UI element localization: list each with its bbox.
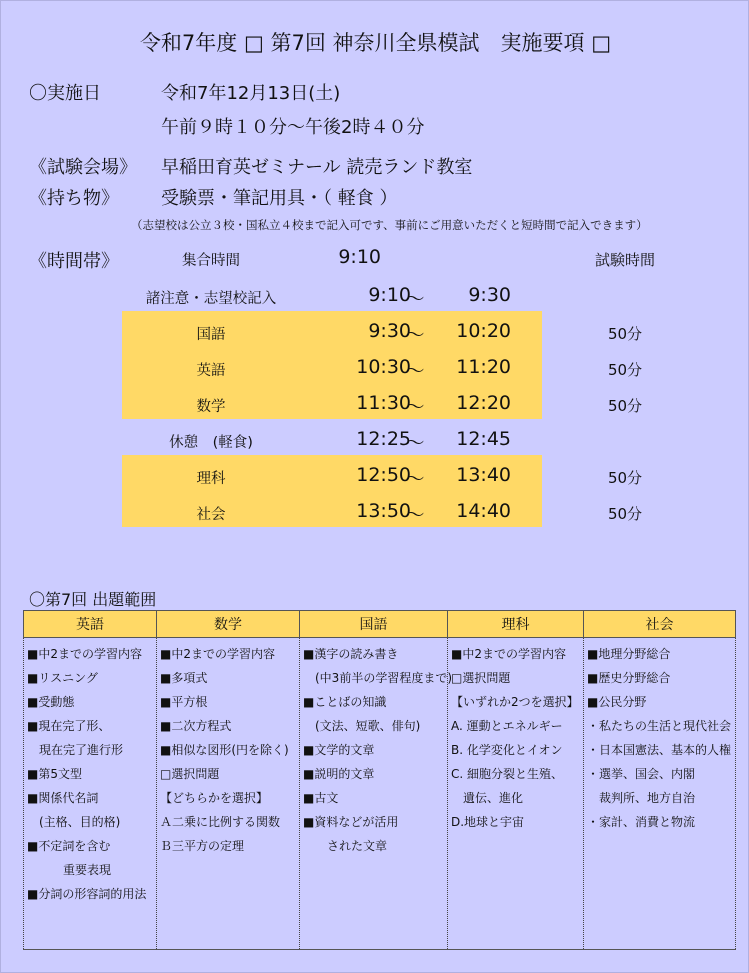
schedule-row-tilde: ～: [405, 504, 425, 526]
range-item: 【どちらかを選択】: [160, 791, 269, 805]
schedule-row-end: 9:30: [468, 284, 511, 306]
range-item: 裁判所、地方自治: [587, 791, 696, 805]
schedule-row-end: 13:40: [456, 464, 511, 486]
range-item: された文章: [303, 839, 388, 853]
range-item: ■中2までの学習内容: [451, 647, 566, 661]
range-item: □選択問題: [160, 767, 220, 781]
schedule-row-name: 休憩 (軽食): [169, 435, 253, 451]
range-item: ■相似な図形(円を除く): [160, 743, 289, 757]
range-item: ■公民分野: [587, 695, 647, 709]
range-item: ■漢字の読み書き: [303, 647, 399, 661]
schedule-label: 《時間帯》: [29, 251, 119, 272]
schedule-row-name: 国語: [196, 327, 226, 343]
schedule-row-tilde: ～: [405, 288, 425, 310]
range-item: 遺伝、進化: [451, 791, 524, 805]
range-header: 数学: [157, 611, 300, 638]
range-header: 理科: [448, 611, 584, 638]
schedule-row-tilde: ～: [405, 360, 425, 382]
range-item: 【いずれか2つを選択】: [451, 695, 579, 709]
schedule-row-start: 10:30: [356, 356, 411, 378]
range-column: [448, 638, 584, 950]
schedule-row-minutes: 50分: [607, 505, 643, 523]
schedule-row-name: 諸注意・志望校記入: [145, 291, 277, 307]
range-item: ・選挙、国会、内閣: [587, 767, 696, 781]
range-item: Ｂ三平方の定理: [160, 839, 245, 853]
range-header: 国語: [300, 611, 448, 638]
schedule-row-start: 12:50: [356, 464, 411, 486]
range-item: ■リスニング: [27, 671, 98, 685]
range-item: □選択問題: [451, 671, 511, 685]
range-header: 英語: [24, 611, 157, 638]
range-item: (文法、短歌、俳句): [303, 719, 421, 733]
range-item: ■平方根: [160, 695, 208, 709]
page-title: 令和7年度 □ 第7回 神奈川全県模試 実施要項 □: [139, 31, 612, 55]
schedule-row-end: 14:40: [456, 500, 511, 522]
range-item: ■中2までの学習内容: [160, 647, 275, 661]
schedule-row-name: 理科: [196, 471, 226, 487]
schedule-row-minutes: 50分: [607, 397, 643, 415]
range-item: ■受動態: [27, 695, 75, 709]
venue-label: 《試験会場》: [29, 157, 137, 178]
range-item: ・私たちの生活と現代社会: [587, 719, 732, 733]
note-text: （志望校は公立３校・国私立４校まで記入可です、事前にご用意いただくと短時間で記入できます）: [131, 218, 648, 232]
range-item: A. 運動とエネルギー: [451, 719, 563, 733]
range-column: [24, 638, 157, 950]
schedule-row-end: 11:20: [456, 356, 511, 378]
range-item: Ａ二乗に比例する関数: [160, 815, 281, 829]
range-item: C. 細胞分裂と生殖、: [451, 767, 564, 781]
range-item: ■地理分野総合: [587, 647, 671, 661]
schedule-row-name: 数学: [196, 399, 226, 415]
range-item: B. 化学変化とイオン: [451, 743, 563, 757]
range-item: 重要表現: [27, 863, 112, 877]
range-title: 〇第7回 出題範囲: [29, 590, 157, 609]
range-item: ■多項式: [160, 671, 208, 685]
range-column: [584, 638, 736, 950]
exam-time-header: 試験時間: [594, 251, 655, 269]
range-item: 現在完了進行形: [27, 743, 124, 757]
range-item: ・日本国憲法、基本的人権: [587, 743, 732, 757]
venue-value: 早稲田育英ゼミナール 読売ランド教室: [161, 157, 473, 178]
range-item: ■不定詞を含む: [27, 839, 111, 853]
schedule-row-start: 9:30: [368, 320, 411, 342]
schedule-row-minutes: 50分: [607, 469, 643, 487]
range-column: [157, 638, 300, 950]
gather-time: 9:10: [338, 246, 381, 268]
range-item: ■歴史分野総合: [587, 671, 671, 685]
items-label: 《持ち物》: [29, 188, 119, 209]
time-value: 午前９時１０分～午後2時４０分: [161, 117, 425, 138]
schedule-row-minutes: 50分: [607, 325, 643, 343]
range-item: (中3前半の学習程度まで): [303, 671, 452, 685]
range-item: (主格、目的格): [27, 815, 121, 829]
schedule-row-end: 12:20: [456, 392, 511, 414]
schedule-row-start: 11:30: [356, 392, 411, 414]
schedule-row-end: 10:20: [456, 320, 511, 342]
range-column: [300, 638, 452, 950]
range-item: ・家計、消費と物流: [587, 815, 696, 829]
range-item: ■古文: [303, 791, 339, 805]
range-item: ■関係代名詞: [27, 791, 99, 805]
date-label: 〇実施日: [29, 83, 101, 104]
schedule-row-start: 9:10: [368, 284, 411, 306]
schedule-row-start: 12:25: [356, 428, 411, 450]
schedule-row-tilde: ～: [405, 324, 425, 346]
range-table: [23, 610, 736, 950]
items-value: 受験票・筆記用具・（ 軽食 ）: [161, 188, 398, 209]
range-item: ■中2までの学習内容: [27, 647, 142, 661]
schedule-row-tilde: ～: [405, 432, 425, 454]
schedule-row-tilde: ～: [405, 396, 425, 418]
range-item: ■現在完了形、: [27, 719, 111, 733]
range-item: D.地球と宇宙: [451, 815, 525, 829]
range-item: ■ことばの知識: [303, 695, 387, 709]
range-item: ■文学的文章: [303, 743, 375, 757]
range-item: ■説明的文章: [303, 767, 375, 781]
range-item: ■分詞の形容詞的用法: [27, 887, 147, 901]
schedule-row-tilde: ～: [405, 468, 425, 490]
gather-label: 集合時間: [182, 253, 240, 269]
schedule-row-name: 英語: [196, 363, 226, 379]
schedule-row-end: 12:45: [456, 428, 511, 450]
range-item: ■第5文型: [27, 767, 82, 781]
range-header: 社会: [584, 611, 736, 638]
date-value: 令和7年12月13日(土): [161, 83, 341, 104]
schedule-row-minutes: 50分: [607, 361, 643, 379]
schedule-row-name: 社会: [196, 507, 226, 523]
schedule-row-start: 13:50: [356, 500, 411, 522]
range-item: ■資料などが活用: [303, 815, 399, 829]
range-item: ■二次方程式: [160, 719, 232, 733]
